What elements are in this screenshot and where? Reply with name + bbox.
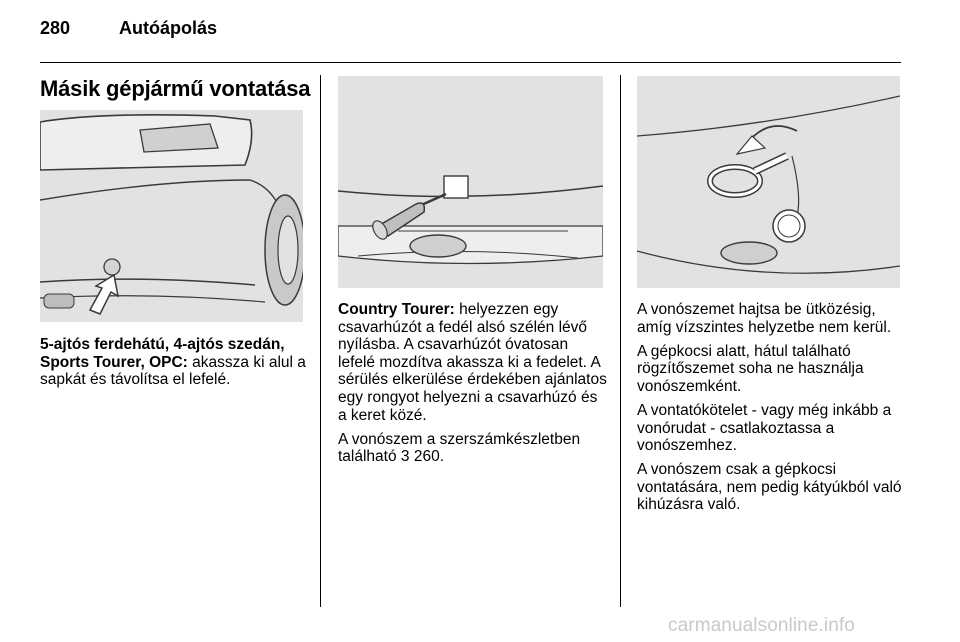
figure-bumper-cap (40, 110, 303, 322)
col2-text (338, 301, 608, 472)
running-title: Autóápolás (119, 18, 218, 38)
col2-body-1: helyezzen egy csavarhúzót a fedél alsó szélén lévő nyílásba. A csavarhúzót óvatosan lefelé mozdítva akassza ki a fedelet. A sérülés elkerülése érdekében ajánlatos egy rongyot helyezni a csavarhúzó és a keret közé. (338, 301, 607, 424)
col2-paragraph-2 (338, 431, 608, 466)
figure-towing-eye (637, 76, 900, 288)
page-number: 280 (40, 18, 71, 38)
col1-bold-intro: 5-ajtós ferdehátú, 4-ajtós szedán, Sports Tourer, OPC: (40, 336, 285, 371)
section-title: Másik gépjármű vontatása (40, 76, 311, 101)
col1-body: akassza ki alul a sapkát és távolítsa el lefelé. (40, 353, 306, 389)
figure-screwdriver (338, 76, 603, 288)
column-divider-2 (620, 75, 621, 607)
header-rule (40, 62, 901, 63)
towing-eye-illustration (637, 76, 900, 288)
col3-text (637, 301, 907, 521)
col3-paragraph-2: A gépkocsi alatt, hátul található rögzítőszemet soha ne használja vonószemként. (637, 342, 864, 395)
col3-paragraph-1: A vonószemet hajtsa be ütközésig, amíg vízszintes helyzetbe nem kerül. (637, 301, 892, 336)
page-reference-link[interactable]: 260. (413, 448, 445, 466)
screwdriver-illustration (338, 76, 603, 288)
col1-paragraph (40, 336, 308, 389)
col2-body-2: A vonószem a szerszámkészletben található (338, 430, 581, 466)
watermark: carmanualsonline.info (668, 615, 855, 636)
col2-paragraph-1 (338, 301, 608, 424)
bumper-cap-illustration (40, 110, 303, 322)
col3-paragraph-3: A vontatókötelet - vagy még inkább a vonórudat - csatlakoztassa a vonószemhez. (637, 401, 892, 455)
col3-paragraph-4: A vonószem csak a gépkocsi vontatására, nem pedig kátyúkból való kihúzásra való. (637, 461, 902, 514)
page-reference-arrow-icon: 3 (400, 448, 410, 466)
column-divider-1 (320, 75, 321, 607)
page-header (40, 18, 900, 46)
col1-text (40, 336, 308, 395)
col2-bold-intro: Country Tourer: (338, 301, 455, 318)
